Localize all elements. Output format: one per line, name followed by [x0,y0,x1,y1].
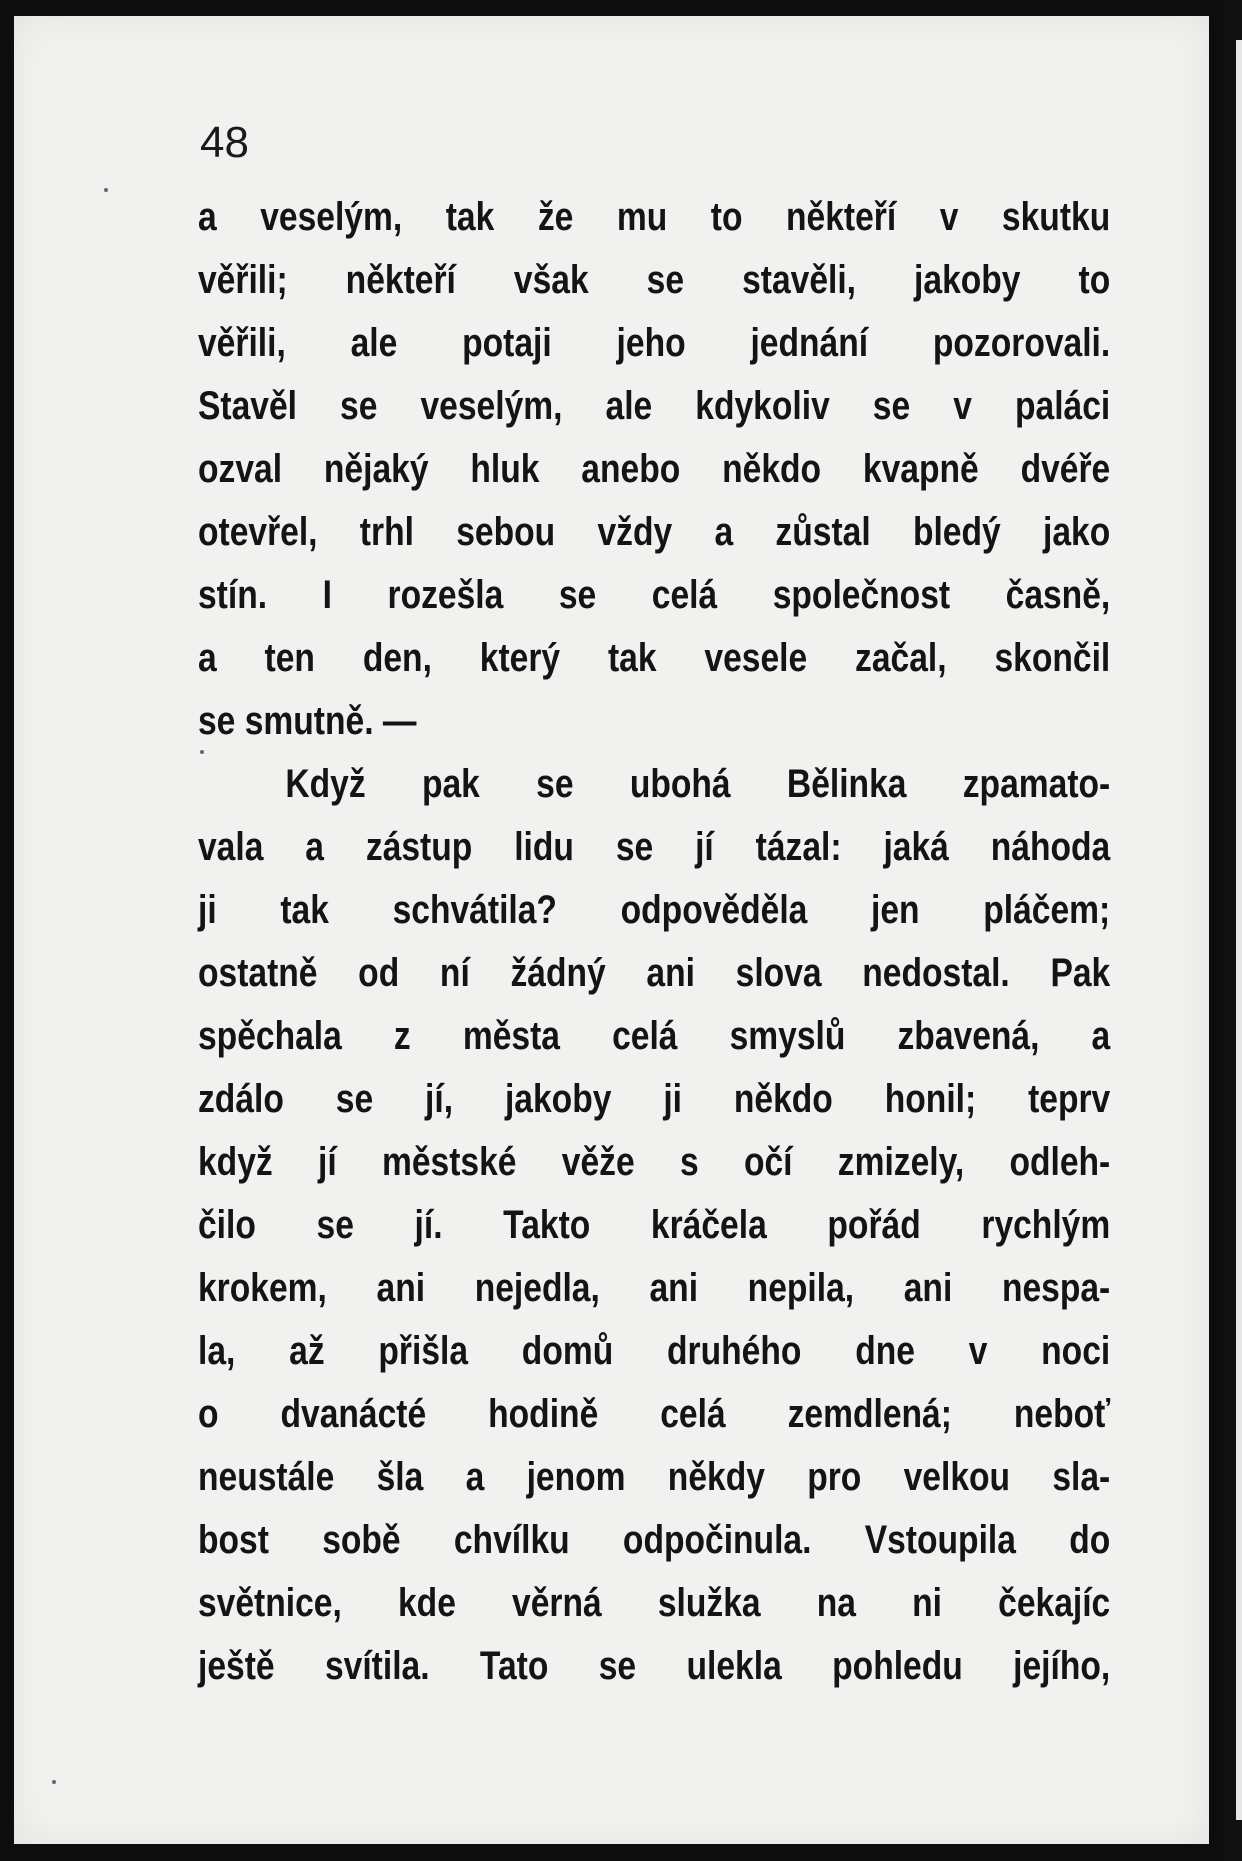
dust-speck [104,188,108,192]
text-line: když jí městské věže s očí zmizely, odleh- [198,1140,1111,1184]
text-line: se smutně. — [198,699,417,743]
text-line: čilo se jí. Takto kráčela pořád rychlým [198,1203,1111,1247]
text-line: světnice, kde věrná služka na ni čekajíc [198,1581,1111,1625]
text-line: Když pak se ubohá Bělinka zpamato- [285,762,1111,806]
text-line: ještě svítila. Tato se ulekla pohledu jejího, [198,1644,1111,1688]
text-line: a veselým, tak že mu to někteří v skutku [198,195,1111,239]
adjacent-page-edge [1236,40,1242,1820]
body-text [198,186,1111,1698]
text-line: spěchala z města celá smyslů zbavená, a [198,1014,1111,1058]
text-line: otevřel, trhl sebou vždy a zůstal bledý jako [198,510,1111,554]
text-line: o dvanácté hodině celá zemdlená; neboť [198,1392,1111,1436]
text-line: ostatně od ní žádný ani slova nedostal. Pak [198,951,1111,995]
text-line: zdálo se jí, jakoby ji někdo honil; teprv [198,1077,1111,1121]
text-line: neustále šla a jenom někdy pro velkou sla- [198,1455,1111,1499]
text-line: Stavěl se veselým, ale kdykoliv se v paláci [198,384,1111,428]
text-line: ji tak schvátila? odpověděla jen pláčem; [198,888,1111,932]
text-line: a ten den, který tak vesele začal, skončil [198,636,1111,680]
text-line: věřili, ale potaji jeho jednání pozorovali. [198,321,1111,365]
page-number: 48 [200,118,249,167]
text-line: ozval nějaký hluk anebo někdo kvapně dvéře [198,447,1111,491]
text-line: vala a zástup lidu se jí tázal: jaká náhoda [198,825,1111,869]
text-line: stín. I rozešla se celá společnost časně, [198,573,1111,617]
text-line: la, až přišla domů druhého dne v noci [198,1329,1111,1373]
text-line: bost sobě chvílku odpočinula. Vstoupila do [198,1518,1111,1562]
dust-speck [52,1780,56,1784]
text-line: krokem, ani nejedla, ani nepila, ani nespa- [198,1266,1111,1310]
text-line: věřili; někteří však se stavěli, jakoby to [198,258,1111,302]
